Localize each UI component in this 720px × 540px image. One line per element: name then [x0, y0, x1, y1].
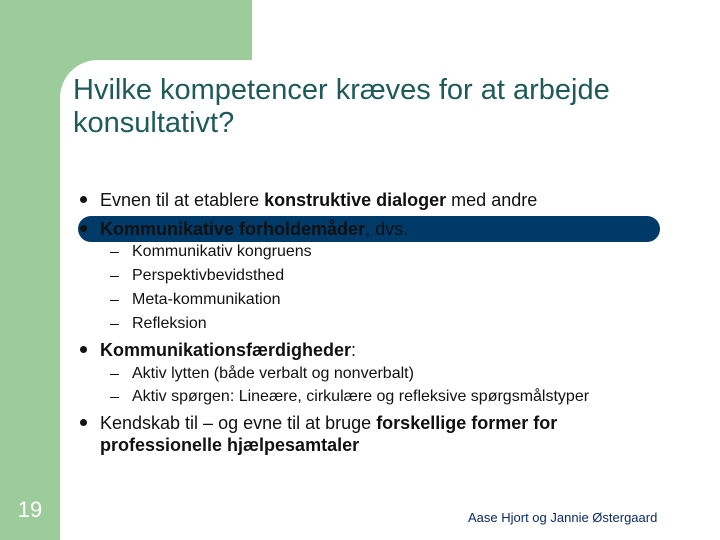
bullet-bold: Kommunikationsfærdigheder: [100, 340, 352, 360]
sub-item: Aktiv lytten (både verbalt og nonverbalt): [132, 365, 414, 382]
page-number: 19: [17, 497, 43, 522]
dash-marker: [110, 252, 119, 253]
footer-authors: Aase Hjort og Jannie Østergaard: [468, 510, 658, 525]
bullet-dot: [80, 419, 87, 426]
bullet-dot: [80, 346, 87, 353]
sub-item: Kommunikativ kongruens: [132, 243, 312, 260]
slide-title: Hvilke kompetencer kræves for at arbejde konsultativt?: [73, 74, 610, 139]
dash-marker: [110, 397, 119, 398]
bullet-dot: [80, 196, 87, 203]
sub-item: Refleksion: [132, 315, 207, 332]
bullet-text: Evnen til at etablere: [100, 190, 265, 210]
bullet-item: [100, 189, 537, 211]
bullet-item: [100, 412, 660, 456]
dash-marker: [110, 324, 119, 325]
bullet-text: Kendskab til – og evne til at bruge: [100, 413, 377, 433]
dash-marker: [110, 374, 119, 375]
bullet-item: [100, 218, 408, 240]
bullet-text: :: [351, 340, 357, 360]
sub-item: Meta-kommunikation: [132, 291, 281, 308]
bullet-bold: konstruktive dialoger: [264, 190, 447, 210]
sub-item: Perspektivbevidsthed: [132, 267, 285, 284]
bullet-bold: professionelle hjælpesamtaler: [100, 435, 360, 455]
bullet-bold: Kommunikative forholdemåder: [100, 219, 366, 239]
dash-marker: [110, 300, 119, 301]
bullet-text: , dvs.: [365, 219, 409, 239]
bullet-dot: [80, 225, 87, 232]
dash-marker: [110, 276, 119, 277]
bullet-bold: forskellige former for: [376, 413, 558, 433]
bullet-item: [100, 339, 356, 361]
bullet-text: med andre: [446, 190, 538, 210]
sub-item: Aktiv spørgen: Lineære, cirkulære og refleksive spørgsmålstyper: [132, 388, 590, 405]
